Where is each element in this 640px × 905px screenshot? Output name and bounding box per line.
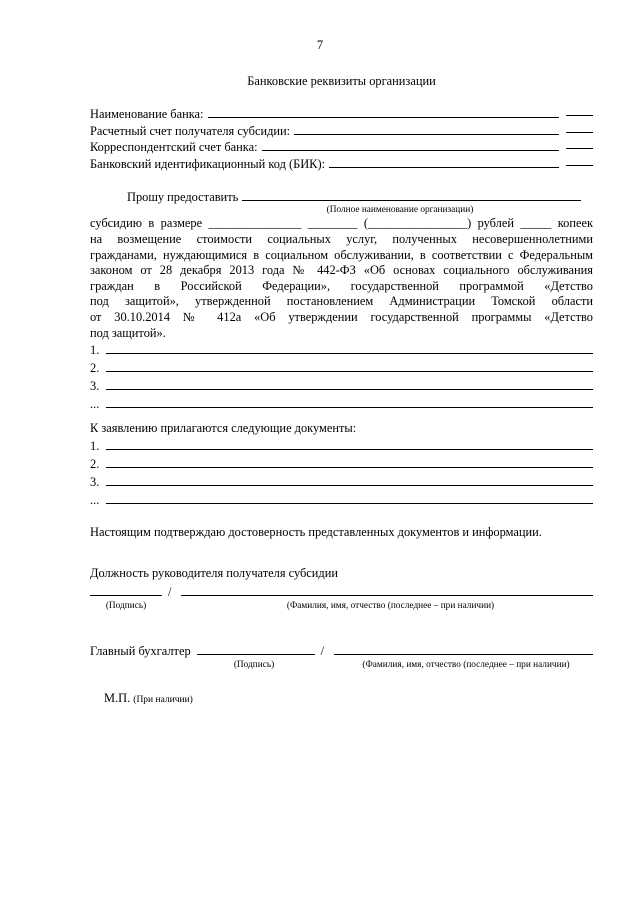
numbered-blank-row [90, 437, 593, 455]
document-title: Банковские реквизиты организации [247, 74, 436, 88]
request-intro-label: Прошу предоставить [127, 190, 239, 205]
blank-line [106, 455, 593, 468]
signature-blank [90, 583, 162, 596]
name-blank [181, 583, 593, 596]
bank-field-label: Расчетный счет получателя субсидии: [90, 123, 291, 138]
slash-separator: / [320, 644, 325, 659]
bank-field-blank-line-end [566, 103, 593, 116]
blank-line [106, 437, 593, 450]
numbered-blank-row [90, 377, 593, 395]
caption-spacer [313, 660, 339, 671]
signature-caption: (Подпись) [105, 601, 147, 612]
bank-field-row [90, 122, 593, 139]
list-marker: 3. [90, 379, 100, 394]
accountant-captions-row [90, 660, 593, 671]
request-body-line: граждан в Российской Федерации», государственной программой «Детство [90, 278, 593, 293]
bank-field-row [90, 105, 593, 122]
slash-separator: / [168, 585, 172, 600]
list-marker: 1. [90, 439, 100, 454]
confirmation-text: Настоящим подтверждаю достоверность представленных документов и информации. [90, 525, 542, 540]
request-body-line: под защитой», утвержденной постановлением Администрации Томской области [90, 294, 593, 309]
bank-field-label: Банковский идентификационный код (БИК): [90, 156, 326, 171]
director-signature-row [90, 583, 593, 600]
request-body-line: субсидию в размере _______________ ________ (________________) рублей _____ копеек [90, 216, 593, 231]
numbered-blank-row [90, 473, 593, 491]
request-body [90, 216, 593, 341]
blank-line [106, 395, 593, 408]
caption-spacer [90, 660, 195, 671]
request-items-list [90, 341, 593, 413]
blank-line [106, 341, 593, 354]
request-body-line: гражданами, нуждающимися в социальном обслуживании, в соответствии с Федеральным [90, 247, 593, 262]
caption-spacer [162, 601, 188, 612]
blank-line [106, 491, 593, 504]
request-body-line: от 30.10.2014 № 412а «Об утверждении государственной программы «Детство [90, 309, 593, 324]
page-number: 7 [316, 38, 324, 52]
stamp-note: (При наличии) [133, 695, 193, 706]
signature-caption: (Подпись) [233, 660, 275, 671]
blank-line [106, 359, 593, 372]
director-captions-row [90, 601, 593, 612]
list-marker: 2. [90, 361, 100, 376]
request-body-line: законом от 28 декабря 2013 года № 442-ФЗ «Об основах социального обслуживания [90, 263, 593, 278]
bank-field-blank-line [262, 138, 559, 151]
accountant-label: Главный бухгалтер [90, 644, 191, 659]
name-blank [334, 642, 593, 655]
numbered-blank-row [90, 395, 593, 413]
signature-blank [197, 642, 315, 655]
list-marker: 2. [90, 457, 100, 472]
director-position-title: Должность руководителя получателя субсидии [90, 566, 338, 581]
bank-details-section [90, 105, 593, 171]
stamp-mp-label: М.П. [104, 691, 131, 706]
name-caption: (Фамилия, имя, отчество (последнее – при наличии) [286, 601, 495, 612]
list-marker: ... [90, 397, 100, 412]
stamp-row [90, 691, 593, 708]
blank-line [106, 473, 593, 486]
request-body-line: на возмещение стоимости социальных услуг, полученных несовершеннолетними [90, 231, 593, 246]
bank-field-row [90, 155, 593, 172]
blank-line [106, 377, 593, 390]
numbered-blank-row [90, 491, 593, 509]
org-name-blank-line [242, 188, 581, 201]
bank-field-blank-line [208, 105, 560, 118]
numbered-blank-row [90, 455, 593, 473]
org-name-caption: (Полное наименование организации) [326, 205, 474, 216]
bank-field-blank-line-end [566, 120, 593, 133]
numbered-blank-row [90, 359, 593, 377]
name-caption: (Фамилия, имя, отчество (последнее – при наличии) [362, 660, 570, 671]
bank-field-blank-line [294, 122, 559, 135]
accountant-signature-row [90, 642, 593, 659]
bank-field-label: Корреспондентский счет банка: [90, 140, 258, 155]
bank-field-blank-line-end [566, 153, 593, 166]
request-body-line: под защитой». [90, 325, 166, 340]
attachments-list [90, 437, 593, 509]
bank-field-blank-line [329, 155, 559, 168]
list-marker: 3. [90, 475, 100, 490]
list-marker: 1. [90, 343, 100, 358]
bank-field-label: Наименование банка: [90, 107, 204, 121]
numbered-blank-row [90, 341, 593, 359]
attachments-header: К заявлению прилагаются следующие документы: [90, 421, 357, 436]
request-intro-row [90, 188, 593, 205]
bank-field-blank-line-end [566, 136, 593, 149]
bank-field-row [90, 138, 593, 155]
list-marker: ... [90, 493, 100, 508]
